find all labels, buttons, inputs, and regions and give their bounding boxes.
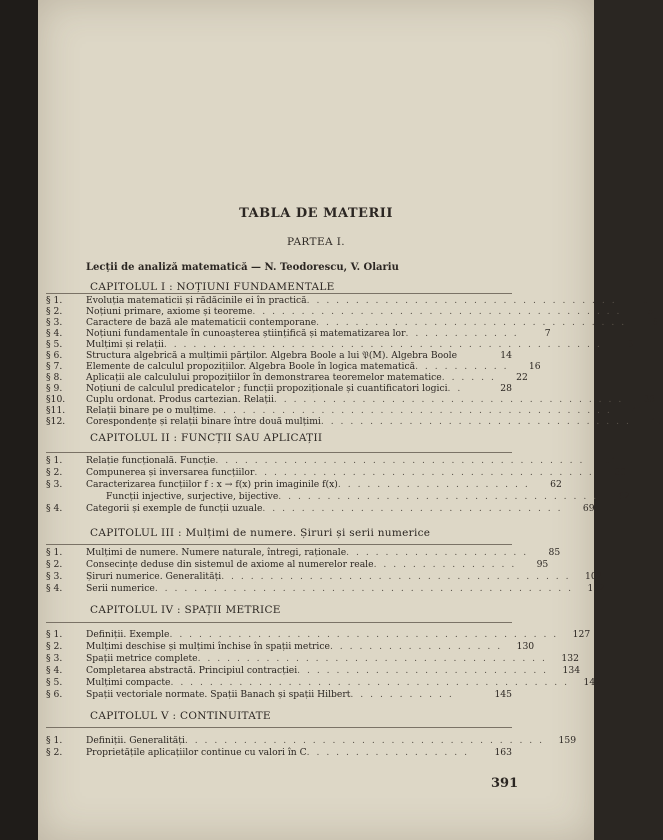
entry-number: § 1.: [46, 455, 63, 466]
entry-page: 6: [652, 317, 659, 328]
toc-entry: [46, 491, 631, 502]
leader-dots: . . . . . . . . . .: [415, 361, 509, 372]
entry-number: §10.: [46, 394, 66, 405]
entry-number: § 9.: [46, 383, 63, 394]
toc-entry: [46, 394, 656, 405]
leader-dots: . . . . . . . . . . . . . . .: [373, 559, 517, 570]
entry-number: § 1.: [46, 295, 63, 306]
toc-entry: [46, 317, 659, 328]
toc-entry: [46, 328, 551, 339]
leader-dots: . . . . . . . . . . . . . . . . . .: [329, 641, 503, 652]
entry-page: 112: [587, 583, 606, 594]
toc-entry: [46, 350, 512, 361]
leader-dots: . . . . . . . . . . . .: [405, 328, 519, 339]
entry-number: § 3.: [46, 317, 63, 328]
chapter-heading: CAPITOLUL II : FUNCȚII SAU APLICAȚII: [90, 432, 323, 444]
entry-page: 14: [500, 350, 512, 361]
entry-page: 62: [618, 491, 631, 502]
entry-number: § 8.: [46, 372, 63, 383]
entry-number: § 2.: [46, 559, 63, 570]
entry-text: Mulțimi de numere. Numere naturale, întregi, raționale: [86, 547, 347, 558]
book-spine-shadow: [0, 0, 38, 840]
leader-dots: . . . . . . . . . . .: [350, 689, 454, 700]
entry-page: 134: [562, 665, 581, 676]
entry-text: Noțiuni de calculul predicatelor ; funcții propoziționale și cuantificatori logici: [86, 383, 448, 394]
entry-text: Noțiuni primare, axiome și teoreme: [86, 306, 253, 317]
toc-entry: [46, 735, 577, 746]
entry-text: Spații vectoriale normate. Spații Banach și spații Hilbert: [86, 689, 351, 700]
entry-number: § 4.: [46, 665, 63, 676]
toc-entry: [46, 629, 591, 640]
leader-dots: . . . . . . . . . . . . . . . . . . . . . . . . . . . . . . . . . . . . . . . .: [169, 629, 559, 640]
leader-dots: . . . . . . . . . . . . . . . . . . . . . . . . . . . . . . . . . . . .: [221, 571, 571, 582]
toc-entry: [46, 503, 595, 514]
entry-page: 145: [494, 689, 512, 700]
entry-number: § 3.: [46, 653, 63, 664]
entry-text: Caractere de bază ale matematicii contemporane: [86, 317, 317, 328]
leader-dots: . . . . . . . . . . . . . . . . . . . . . . . . . . . . . . . . . . . .: [197, 653, 547, 664]
toc-entry: [46, 416, 663, 427]
entry-page: 102: [585, 571, 603, 582]
divider: [46, 727, 512, 728]
entry-text: Mulțimi deschise și mulțimi închise în spații metrice: [86, 641, 330, 652]
entry-text: Proprietățile aplicațiilor continue cu valori în C: [86, 747, 307, 758]
entry-number: §12.: [46, 416, 66, 427]
authors-line: Lecții de analiză matematică — N. Teodorescu, V. Olariu: [86, 262, 399, 273]
entry-number: § 2.: [46, 306, 63, 317]
toc-entry: [46, 295, 649, 306]
toc-entry: [46, 405, 644, 416]
leader-dots: . . . . . . . . . . . . . . . . . . . .: [337, 479, 530, 490]
entry-page: 62: [550, 479, 562, 490]
page-number: 391: [491, 776, 519, 791]
entry-text: Funcții injective, surjective, bijective: [106, 491, 279, 502]
leader-dots: . .: [447, 383, 463, 394]
entry-text: Definiții. Exemple: [86, 629, 170, 640]
entry-number: § 4.: [46, 503, 63, 514]
leader-dots: . . . . . . . . . . . . . . . . . . . . . . . . . . . . . . . .: [306, 295, 617, 306]
entry-page: 142: [583, 677, 602, 688]
toc-entry: [46, 455, 617, 466]
toc-entry: [46, 559, 549, 570]
entry-number: § 1.: [46, 735, 63, 746]
leader-dots: . . . . . . . . . . . . . . . . . . . . . . . . . . . . . . . . . . . . . . . . . . .: [154, 583, 574, 594]
chapter-heading: CAPITOLUL III : Mulțimi de numere. Șiruri și serii numerice: [90, 527, 431, 539]
entry-text: Completarea abstractă. Principiul contracției: [86, 665, 298, 676]
entry-page: 16: [528, 361, 541, 372]
entry-number: § 4.: [46, 583, 63, 594]
entry-number: § 2.: [46, 747, 63, 758]
toc-entry: [46, 547, 561, 558]
entry-text: Structura algebrică a mulțimii părților. Algebra Boole a lui 𝔓(M). Algebra Boole: [86, 350, 458, 361]
entry-text: Caracterizarea funcțiilor f : x → f(x) prin imaginile f(x): [86, 479, 338, 490]
leader-dots: . . . . . . . . . . . . . . . . .: [306, 747, 470, 758]
entry-text: Cuplu ordonat. Produs cartezian. Relații: [86, 394, 274, 405]
entry-page: 28: [500, 383, 512, 394]
toc-entry: [46, 339, 634, 350]
entry-page: 54: [604, 455, 617, 466]
page-title: TABLA DE MATERII: [239, 206, 393, 221]
entry-text: Aplicații ale calculului propozițiilor în demonstrarea teoremelor matematice: [86, 372, 442, 383]
toc-entry: [46, 583, 606, 594]
part-heading: PARTEA I.: [286, 236, 346, 248]
entry-page: 85: [548, 547, 561, 558]
entry-text: Serii numerice: [86, 583, 155, 594]
entry-text: Consecințe deduse din sistemul de axiome al numerelor reale: [86, 559, 374, 570]
entry-page: 5: [642, 295, 649, 306]
entry-text: Noțiuni fundamentale în cunoașterea științifică și matematizarea lor: [86, 328, 406, 339]
leader-dots: . . . . . . . . . . . . . . . . . . . . . . . . . . . . . . . . . . . .: [273, 394, 624, 405]
toc-entry: [46, 665, 581, 676]
entry-text: Relație funcțională. Funcție: [86, 455, 216, 466]
toc-entry: [46, 383, 512, 394]
entry-number: § 2.: [46, 641, 63, 652]
leader-dots: . . . . . .: [441, 372, 496, 383]
entry-page: 163: [494, 747, 512, 758]
toc-entry: [46, 677, 602, 688]
leader-dots: . . . . . . . . . . . . . . . . . . . . . . . . . . . . . . . .: [316, 317, 627, 328]
entry-page: 7: [544, 328, 551, 339]
entry-number: § 4.: [46, 328, 63, 339]
entry-page: 95: [536, 559, 549, 570]
entry-text: Corespondențe și relații binare între două mulțimi: [86, 416, 321, 427]
leader-dots: . . . . . . . . . . . . . . . . . . . . . . . . . . . . . . . . .: [278, 491, 599, 502]
leader-dots: . . . . . . . . . . . . . . . . . . .: [346, 547, 529, 558]
toc-entry: [46, 361, 541, 372]
entry-text: Elemente de calculul propozițiilor. Algebra Boole în logica matematică: [86, 361, 416, 372]
entry-number: § 6.: [46, 689, 63, 700]
leader-dots: . . . . . . . . . . . . . . . . . . . . . . . . . . . . . . .: [262, 503, 563, 514]
toc-entry: [46, 571, 603, 582]
entry-text: Mulțimi compacte: [86, 677, 171, 688]
entry-page: 5: [647, 306, 654, 317]
toc-entry: [46, 747, 512, 758]
leader-dots: . . . . . . . . . . . . . . . . . . . . . . . . . . . . . . . . . . . . . . . . . . . . .: [163, 339, 602, 350]
leader-dots: . . . . . . . . . . . . . . . . . . . . . . . . . . . . . . . . . . . . . .: [215, 455, 585, 466]
entry-text: Evoluția matematicii și rădăcinile ei în practică: [86, 295, 307, 306]
entry-number: § 3.: [46, 571, 63, 582]
entry-page: 69: [582, 503, 595, 514]
toc-entry: [46, 641, 535, 652]
toc-entry: [46, 653, 579, 664]
leader-dots: . . . . . . . . . . . . . . . . . . . . . . . . . . . . . . . . . . . . . . . . .: [170, 677, 570, 688]
entry-number: § 1.: [46, 547, 63, 558]
entry-page: 33: [643, 394, 656, 405]
entry-number: § 1.: [46, 629, 63, 640]
toc-entry: [46, 689, 512, 700]
leader-dots: . . . . . . . . . . . . . . . . . . . . . . . . . . . . . . . . . . . . . .: [252, 306, 622, 317]
book-page: [38, 0, 663, 840]
divider: [46, 622, 512, 623]
entry-text: Definiții. Generalități: [86, 735, 185, 746]
chapter-heading: CAPITOLUL I : NOȚIUNI FUNDAMENTALE: [90, 281, 335, 293]
entry-page: 127: [572, 629, 591, 640]
entry-page: 41: [632, 405, 644, 416]
divider: [46, 293, 512, 294]
entry-number: § 7.: [46, 361, 63, 372]
entry-text: Compunerea și inversarea funcțiilor: [86, 467, 255, 478]
leader-dots: . . . . . . . . . . . . . . . . . . . . . . . . . . . . . . . . . . .: [254, 467, 594, 478]
entry-number: § 3.: [46, 479, 63, 490]
entry-page: 130: [516, 641, 535, 652]
entry-page: 9: [627, 339, 634, 350]
toc-entry: [46, 372, 528, 383]
entry-page: 60: [614, 467, 626, 478]
entry-number: §11.: [46, 405, 66, 416]
entry-text: Categorii și exemple de funcții uzuale: [86, 503, 263, 514]
entry-page: 47: [651, 416, 663, 427]
entry-number: [46, 491, 106, 502]
leader-dots: . . . . . . . . . . . . . . . . . . . . . . . . . .: [297, 665, 549, 676]
entry-page: 132: [561, 653, 579, 664]
divider: [46, 544, 512, 545]
entry-number: § 6.: [46, 350, 63, 361]
leader-dots: . . . . . . . . . . . . . . . . . . . . . . . . . . . . . . . . . . . . .: [184, 735, 545, 746]
entry-number: § 5.: [46, 339, 63, 350]
toc-entry: [46, 467, 626, 478]
chapter-heading: CAPITOLUL V : CONTINUITATE: [90, 710, 271, 722]
leader-dots: [457, 350, 480, 361]
entry-number: § 2.: [46, 467, 63, 478]
entry-number: § 5.: [46, 677, 63, 688]
leader-dots: . . . . . . . . . . . . . . . . . . . . . . . . . . . . . . . . . . . . . . . . .: [213, 405, 612, 416]
leader-dots: . . . . . . . . . . . . . . . . . . . . . . . . . . . . . . . .: [320, 416, 631, 427]
entry-text: Șiruri numerice. Generalități: [86, 571, 222, 582]
entry-text: Relații binare pe o mulțime: [86, 405, 214, 416]
entry-text: Mulțimi și relații: [86, 339, 164, 350]
chapter-heading: CAPITOLUL IV : SPAȚII METRICE: [90, 604, 281, 616]
toc-entry: [46, 306, 654, 317]
entry-page: 159: [558, 735, 577, 746]
toc-entry: [46, 479, 562, 490]
divider: [46, 452, 512, 453]
entry-text: Spații metrice complete: [86, 653, 198, 664]
entry-page: 22: [516, 372, 528, 383]
